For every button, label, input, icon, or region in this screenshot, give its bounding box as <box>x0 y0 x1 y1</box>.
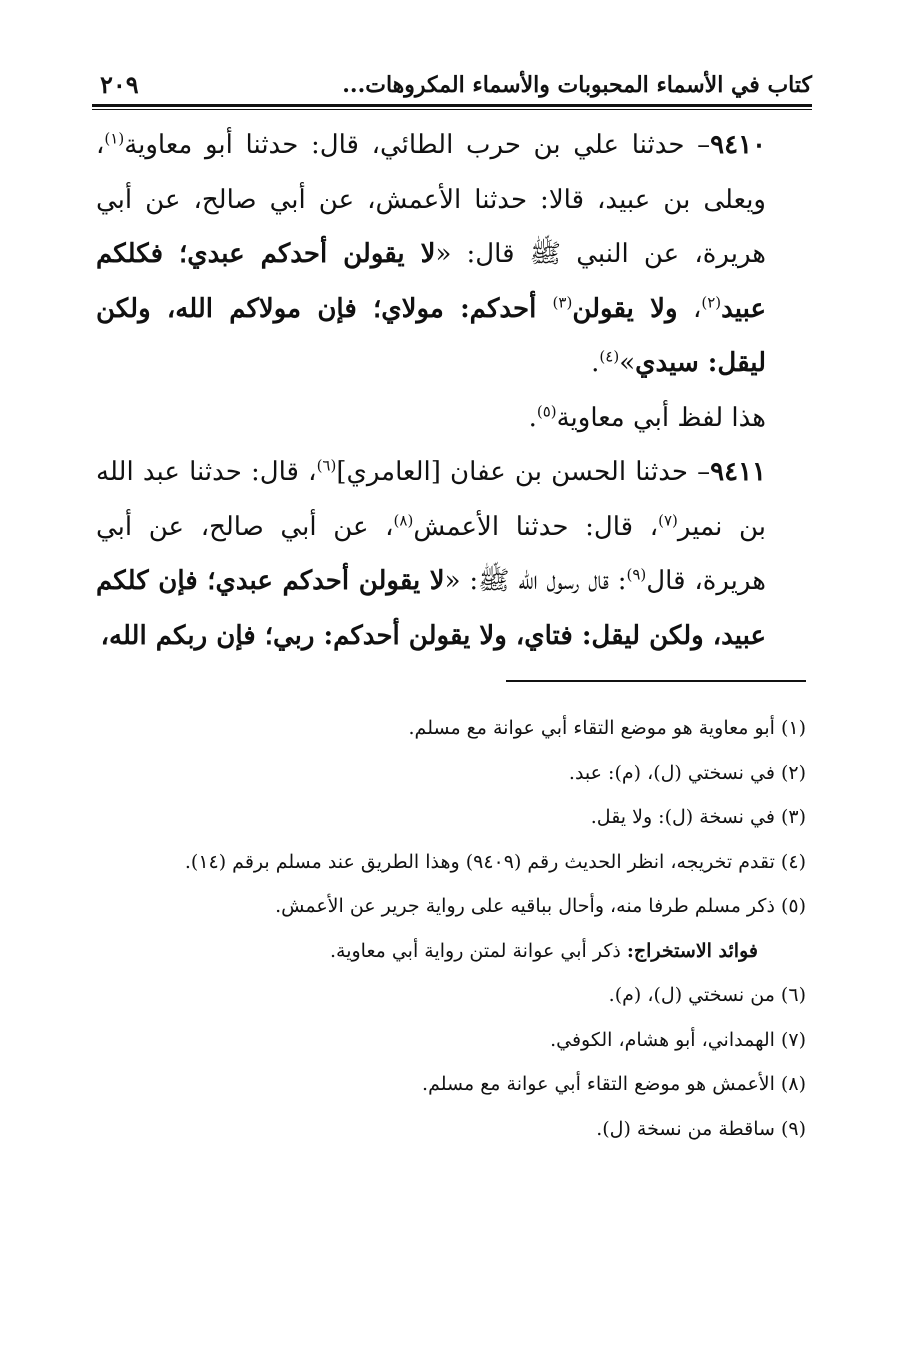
footnotes <box>96 706 806 1151</box>
hadith-9411 <box>96 445 806 663</box>
hadith-quote: لا يقولن أحدكم عبدي؛ فإن كلكم عبيد، ولكن ليقل: فتاي، ولا يقولن أحدكم: ربي؛ فإن ربكم الله، <box>96 566 766 651</box>
footnote: (٦) من نسختي (ل)، (م). <box>608 984 806 1006</box>
footnote: (٥) ذكر مسلم طرفا منه، وأحال بباقيه على رواية جرير عن الأعمش. <box>275 895 806 917</box>
footnote-ref[interactable]: (٧) <box>658 510 678 529</box>
running-header <box>92 70 812 106</box>
text-segment: : قال رسول الله ﷺ: « <box>444 566 627 596</box>
footnote: (٣) في نسخة (ل): ولا يقل. <box>590 806 806 828</box>
fawaid-label: فوائد الاستخراج: <box>626 939 758 962</box>
hadith-number: ٩٤١١ <box>710 457 766 487</box>
footnote: (٢) في نسختي (ل)، (م): عبد. <box>568 761 806 784</box>
footnote: (١) أبو معاوية هو موضع التقاء أبي عوانة مع مسلم. <box>408 717 806 739</box>
main-text <box>96 118 806 663</box>
hadith-number: ٩٤١٠ <box>710 130 766 160</box>
text-segment: ، ويعلى بن عبيد، قالا: حدثنا الأعمش، عن أبي صالح، عن أبي هريرة، عن النبي ﷺ قال: « <box>96 130 766 269</box>
footnote: (٧) الهمداني، أبو هشام، الكوفي. <box>550 1028 806 1051</box>
fawaid-text: ذكر أبي عوانة لمتن رواية أبي معاوية. <box>329 939 627 962</box>
page-number: ٢٠٩ <box>100 70 139 99</box>
fawaid-note <box>96 929 806 974</box>
text-segment: – حدثنا علي بن حرب الطائي، قال: حدثنا أبو معاوية <box>124 130 711 160</box>
footnote-ref[interactable]: (١) <box>104 129 125 148</box>
text-segment: » <box>619 348 636 378</box>
note-text: هذا لفظ أبي معاوية <box>556 402 766 433</box>
footnote-ref[interactable]: (٩) <box>626 565 647 584</box>
footnote: (٤) تقدم تخريجه، انظر الحديث رقم (٩٤٠٩) وهذا الطريق عند مسلم برقم (١٤). <box>184 850 806 873</box>
text-segment: – حدثنا الحسن بن عفان [العامري] <box>336 457 711 487</box>
hadith-quote: أحدكم: مولاي؛ فإن مولاكم الله، ولكن ليقل: سيدي <box>96 293 766 378</box>
footnote-ref[interactable]: (٣) <box>552 292 573 311</box>
footnote-ref[interactable]: (٨) <box>393 510 414 529</box>
header-title: كتاب في الأسماء المحبوبات والأسماء المكروهات... <box>342 72 812 98</box>
hadith-quote: ولا يقولن <box>572 293 678 324</box>
note-line <box>96 391 806 446</box>
hadith-quote: لا يقولن أحدكم عبدي؛ فكلكم عبيد <box>96 239 766 324</box>
footnote-separator <box>506 680 806 682</box>
header-rule <box>92 104 812 107</box>
footnote: (٩) ساقطة من نسخة (ل). <box>596 1117 806 1140</box>
footnote: (٨) الأعمش هو موضع التقاء أبي عوانة مع مسلم. <box>422 1073 806 1095</box>
footnote-ref[interactable]: (٤) <box>599 347 620 366</box>
text-segment: ، عن أبي صالح، عن أبي هريرة، قال <box>96 511 766 596</box>
text-segment: ، قال: حدثنا عبد الله بن نمير <box>96 457 766 542</box>
text-segment: . <box>528 402 537 433</box>
hadith-9410 <box>96 118 806 391</box>
text-segment: ، <box>677 293 702 324</box>
footnote-ref[interactable]: (٥) <box>536 401 557 420</box>
footnote-ref[interactable]: (٢) <box>701 292 722 311</box>
text-segment: . <box>591 348 600 378</box>
header-rule-thin <box>92 109 812 110</box>
footnote-ref[interactable]: (٦) <box>316 456 337 475</box>
text-segment: ، قال: حدثنا الأعمش <box>413 511 659 542</box>
